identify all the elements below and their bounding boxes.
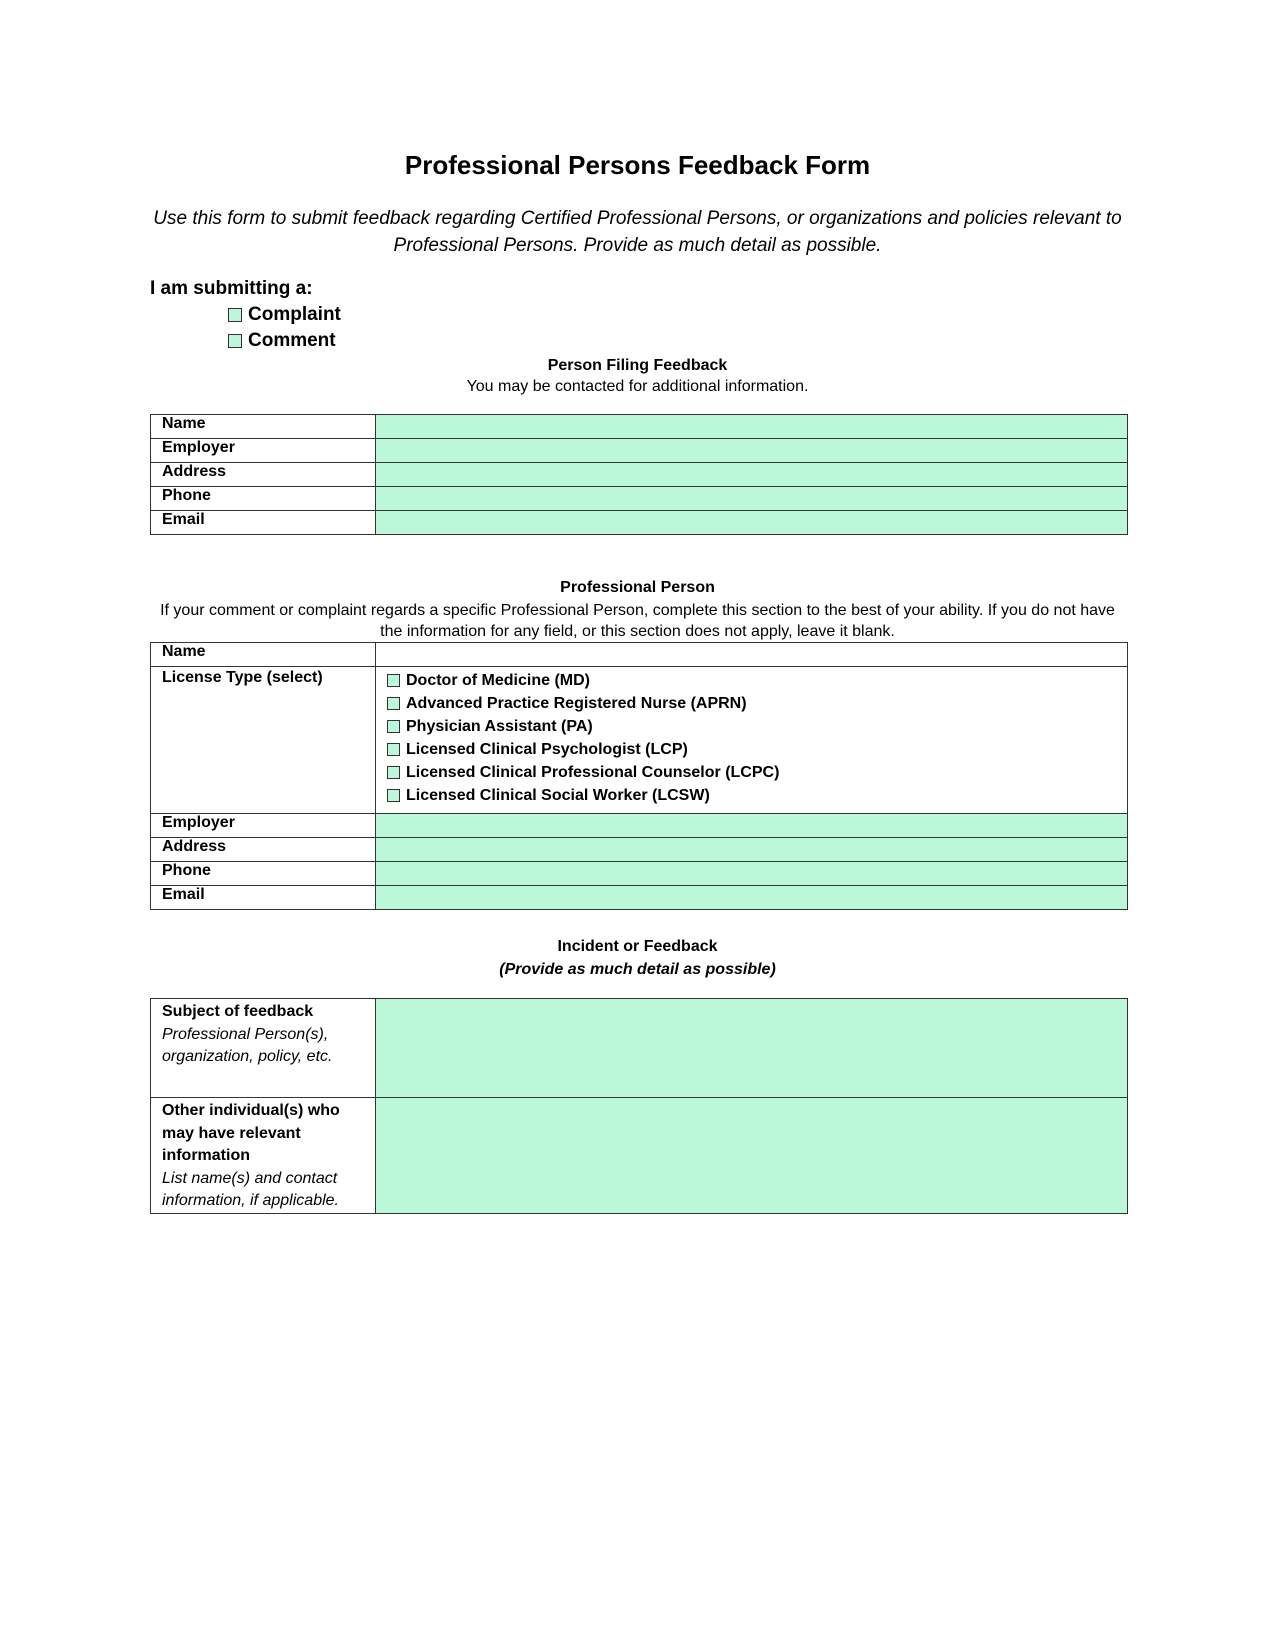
submitting-label: I am submitting a: xyxy=(150,278,313,299)
license-pa-label: Physician Assistant (PA) xyxy=(406,717,593,735)
prof-license-options xyxy=(376,667,1128,814)
filer-name-label: Name xyxy=(151,415,376,439)
others-hint: List name(s) and contact information, if applicable. xyxy=(162,1169,339,1209)
filer-email-field[interactable] xyxy=(376,511,1128,535)
subject-label: Subject of feedback xyxy=(162,1003,314,1020)
prof-name-label: Name xyxy=(151,643,376,667)
filer-row-address xyxy=(151,463,1128,487)
prof-employer-field[interactable] xyxy=(376,814,1128,838)
license-lcsw-checkbox[interactable] xyxy=(387,789,400,802)
filer-table xyxy=(150,414,1128,535)
others-field[interactable] xyxy=(376,1098,1128,1214)
prof-name-field[interactable] xyxy=(376,643,1128,667)
subject-cell xyxy=(151,999,376,1098)
license-option-lcp[interactable] xyxy=(387,738,1116,761)
license-pa-checkbox[interactable] xyxy=(387,720,400,733)
professional-table xyxy=(150,642,1128,910)
complaint-option[interactable] xyxy=(228,304,341,326)
license-md-label: Doctor of Medicine (MD) xyxy=(406,671,590,689)
subject-hint: Professional Person(s), organization, policy, etc. xyxy=(162,1025,333,1065)
license-lcpc-checkbox[interactable] xyxy=(387,766,400,779)
filer-phone-label: Phone xyxy=(151,487,376,511)
license-lcsw-label: Licensed Clinical Social Worker (LCSW) xyxy=(406,786,710,804)
comment-checkbox[interactable] xyxy=(228,334,242,348)
others-cell xyxy=(151,1098,376,1214)
prof-phone-label: Phone xyxy=(151,862,376,886)
comment-label: Comment xyxy=(248,330,336,351)
filer-row-email xyxy=(151,511,1128,535)
prof-row-phone xyxy=(151,862,1128,886)
prof-address-field[interactable] xyxy=(376,838,1128,862)
comment-option[interactable] xyxy=(228,330,336,352)
license-lcpc-label: Licensed Clinical Professional Counselor (LCPC) xyxy=(406,763,780,781)
others-label: Other individual(s) who may have relevant information xyxy=(162,1102,340,1164)
license-option-lcpc[interactable] xyxy=(387,761,1116,784)
license-option-lcsw[interactable] xyxy=(387,784,1116,807)
prof-address-label: Address xyxy=(151,838,376,862)
prof-row-license xyxy=(151,667,1128,814)
prof-row-email xyxy=(151,886,1128,910)
incident-row-subject xyxy=(151,999,1128,1098)
license-aprn-label: Advanced Practice Registered Nurse (APRN) xyxy=(406,694,747,712)
filer-row-phone xyxy=(151,487,1128,511)
license-md-checkbox[interactable] xyxy=(387,674,400,687)
prof-license-label: License Type (select) xyxy=(151,667,376,814)
prof-row-address xyxy=(151,838,1128,862)
license-lcp-checkbox[interactable] xyxy=(387,743,400,756)
prof-phone-field[interactable] xyxy=(376,862,1128,886)
prof-row-employer xyxy=(151,814,1128,838)
prof-employer-label: Employer xyxy=(151,814,376,838)
filer-employer-label: Employer xyxy=(151,439,376,463)
page-title: Professional Persons Feedback Form xyxy=(404,150,871,180)
intro-text: Use this form to submit feedback regarding Certified Professional Persons, or organizations and policies relevant to Professional Persons. Provide as much detail as possible. xyxy=(153,208,1122,256)
filer-subheading: You may be contacted for additional information. xyxy=(466,378,809,395)
filer-row-employer xyxy=(151,439,1128,463)
filer-name-field[interactable] xyxy=(376,415,1128,439)
filer-email-label: Email xyxy=(151,511,376,535)
license-aprn-checkbox[interactable] xyxy=(387,697,400,710)
license-option-pa[interactable] xyxy=(387,715,1116,738)
license-option-aprn[interactable] xyxy=(387,692,1116,715)
complaint-checkbox[interactable] xyxy=(228,308,242,322)
incident-table xyxy=(150,998,1128,1214)
filer-heading: Person Filing Feedback xyxy=(547,357,728,374)
license-lcp-label: Licensed Clinical Psychologist (LCP) xyxy=(406,740,688,758)
incident-row-others xyxy=(151,1098,1128,1214)
subject-field[interactable] xyxy=(376,999,1128,1098)
filer-phone-field[interactable] xyxy=(376,487,1128,511)
prof-email-label: Email xyxy=(151,886,376,910)
prof-row-name xyxy=(151,643,1128,667)
filer-row-name xyxy=(151,415,1128,439)
professional-subheading: If your comment or complaint regards a specific Professional Person, complete this section to the best of your ability. If you do not have the information for any field, or this section does not apply, leave it blank. xyxy=(160,602,1115,640)
professional-heading: Professional Person xyxy=(560,579,715,596)
filer-address-label: Address xyxy=(151,463,376,487)
complaint-label: Complaint xyxy=(248,304,341,325)
filer-address-field[interactable] xyxy=(376,463,1128,487)
license-option-md[interactable] xyxy=(387,669,1116,692)
incident-heading: Incident or Feedback xyxy=(557,938,718,955)
filer-employer-field[interactable] xyxy=(376,439,1128,463)
incident-subheading: (Provide as much detail as possible) xyxy=(499,961,776,978)
prof-email-field[interactable] xyxy=(376,886,1128,910)
